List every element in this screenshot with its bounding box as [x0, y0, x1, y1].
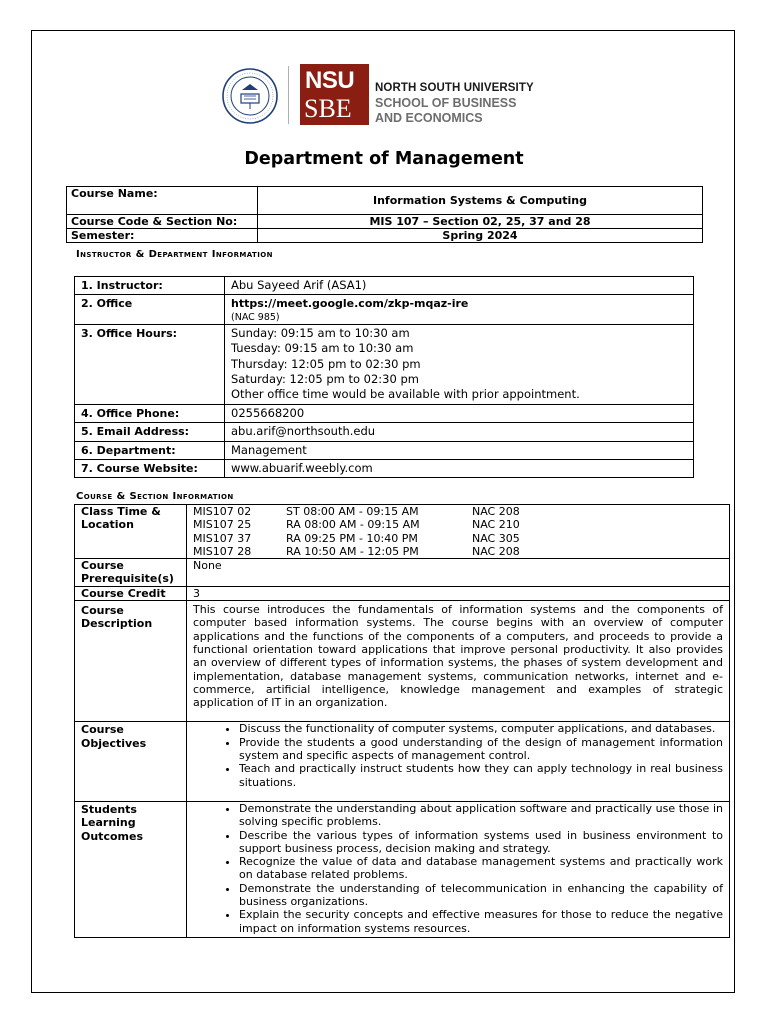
school-line-2: AND ECONOMICS: [375, 111, 483, 125]
course-name-value: Information Systems & Computing: [258, 187, 703, 215]
schedule-time: ST 08:00 AM - 09:15 AM: [286, 505, 419, 518]
course-code-label: Course Code & Section No:: [67, 215, 258, 229]
schedule-time: RA 10:50 AM - 12:05 PM: [286, 544, 419, 558]
section-info-table: [74, 504, 730, 938]
office-room: (NAC 985): [231, 311, 280, 323]
schedule-course: MIS107 25: [193, 518, 252, 532]
office-hours-line: Tuesday: 09:15 am to 10:30 am: [231, 341, 414, 356]
schedule-room: NAC 210: [472, 518, 520, 532]
logo-line-2: SBE: [304, 94, 352, 123]
office-meet-link[interactable]: https://meet.google.com/zkp-mqaz-ire: [231, 297, 469, 311]
department-label: 6. Department:: [75, 441, 225, 459]
credit-value: 3: [187, 586, 730, 600]
instructor-value: Abu Sayeed Arif (ASA1): [225, 277, 694, 295]
outcome-item: • Recognize the value of data and database management systems and practically work on database related problems.: [239, 855, 723, 882]
email-label: 5. Email Address:: [75, 423, 225, 441]
description-value: This course introduces the fundamentals of information systems and the components of computer based information systems. The course begins with an overview of computer applications and the functions of the components of a computers, and proceeds to provide a functional orientation toward applications that improve personal productivity. It also provides an overview of different types of information systems, the phases of system development and implementation, database management systems, communication networks, internet and e-commerce, artificial intelligence, knowledge management and examples of strategic application of IT in an organization.: [187, 601, 730, 722]
office-label: 2. Office: [75, 295, 225, 324]
schedule-room: NAC 208: [472, 505, 520, 518]
prerequisite-value: None: [187, 559, 730, 587]
schedule-row: [193, 518, 723, 531]
school-line-1: SCHOOL OF BUSINESS: [375, 96, 517, 110]
schedule-course: MIS107 37: [193, 531, 252, 545]
schedule-time: RA 08:00 AM - 09:15 AM: [286, 518, 420, 532]
objectives-label: Course Objectives: [75, 722, 187, 801]
university-seal-icon: [222, 66, 278, 126]
course-name-label: Course Name:: [67, 187, 258, 215]
outcomes-label: Students Learning Outcomes: [75, 801, 187, 937]
objective-item: • Provide the students a good understanding of the design of management information system and specific aspects of management control.: [239, 736, 723, 763]
logo-line-1: NSU: [305, 67, 355, 94]
objective-item: • Discuss the functionality of computer systems, computer applications, and databases.: [239, 722, 723, 735]
course-info-table: [66, 186, 703, 243]
class-time-label: Class Time & Location: [75, 505, 187, 559]
office-hours-line: Sunday: 09:15 am to 10:30 am: [231, 325, 410, 340]
schedule-row: [193, 505, 723, 518]
outcome-item: • Demonstrate the understanding of telecommunication in enhancing the capability of business organizations.: [239, 882, 723, 909]
outcome-item: • Explain the security concepts and effective measures for those to reduce the negative impact on information systems resources.: [239, 908, 723, 935]
office-phone-value: 0255668200: [225, 404, 694, 422]
school-name: [375, 96, 516, 126]
office-hours-line: Other office time would be available with prior appointment.: [231, 387, 580, 402]
header-divider: [288, 66, 289, 124]
department-value: Management: [225, 441, 694, 459]
schedule-room: NAC 208: [472, 544, 520, 558]
schedule-course: MIS107 28: [193, 544, 252, 558]
semester-label: Semester:: [67, 229, 258, 243]
outcome-item: • Demonstrate the understanding about application software and practically use those in solving specific problems.: [239, 802, 723, 829]
website-label: 7. Course Website:: [75, 460, 225, 478]
email-value[interactable]: abu.arif@northsouth.edu: [225, 423, 694, 441]
outcome-item: • Describe the various types of information systems used in business environment to support business process, decision making and strategy.: [239, 829, 723, 856]
office-hours-label: 3. Office Hours:: [75, 324, 225, 404]
schedule-course: MIS107 02: [193, 505, 252, 518]
objective-item: • Teach and practically instruct students how they can apply technology in real business situations.: [239, 762, 723, 789]
office-hours-line: Saturday: 12:05 pm to 02:30 pm: [231, 372, 419, 387]
schedule-room: NAC 305: [472, 531, 520, 545]
description-label: Course Description: [75, 601, 187, 722]
outcomes-list: [187, 801, 730, 937]
office-hours-line: Thursday: 12:05 pm to 02:30 pm: [231, 356, 421, 371]
course-code-value: MIS 107 – Section 02, 25, 37 and 28: [258, 215, 703, 229]
office-hours-value: [225, 324, 694, 404]
credit-label: Course Credit: [75, 586, 187, 600]
university-name: NORTH SOUTH UNIVERSITY: [375, 82, 534, 94]
page-title: Department of Management: [244, 149, 524, 169]
office-phone-label: 4. Office Phone:: [75, 404, 225, 422]
prerequisite-label: Course Prerequisite(s): [75, 559, 187, 587]
schedule-row: [193, 545, 723, 558]
nsu-sbe-logo: [300, 64, 369, 125]
instructor-section-heading: Instructor & Department Information: [76, 249, 273, 260]
schedule-row: [193, 532, 723, 545]
class-schedule: [187, 505, 730, 559]
semester-value: Spring 2024: [258, 229, 703, 243]
instructor-table: [74, 276, 694, 478]
objectives-list: [187, 722, 730, 801]
website-value[interactable]: www.abuarif.weebly.com: [225, 460, 694, 478]
schedule-time: RA 09:25 PM - 10:40 PM: [286, 531, 418, 545]
section-info-heading: Course & Section Information: [76, 491, 234, 502]
instructor-label: 1. Instructor:: [75, 277, 225, 295]
